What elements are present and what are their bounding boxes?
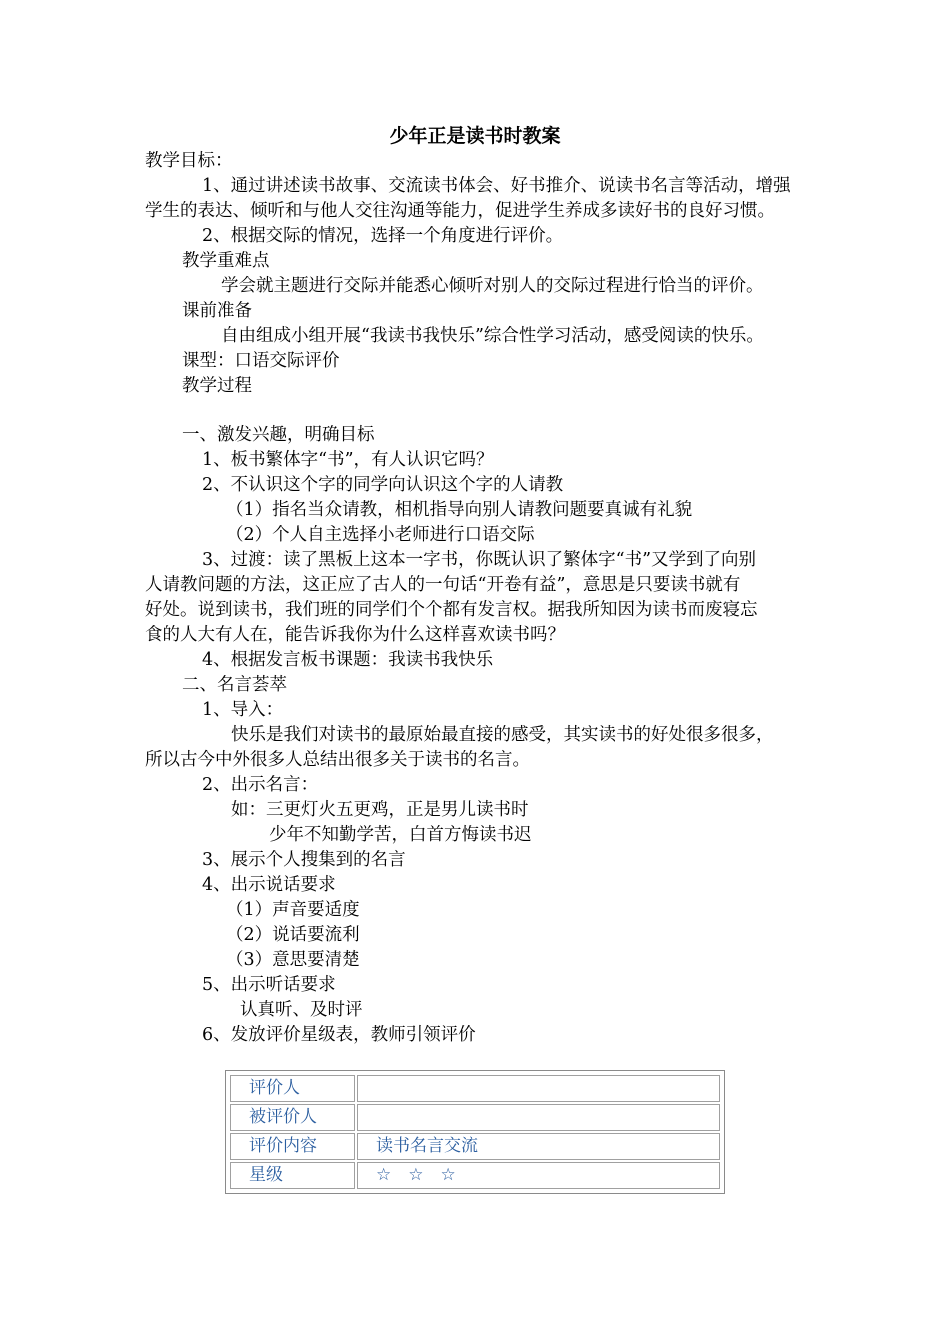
- section-heading: 教学过程: [182, 376, 252, 396]
- table-cell-label: 星级: [230, 1162, 355, 1189]
- evaluation-table: [225, 1070, 725, 1194]
- list-item: （2）个人自主选择小老师进行口语交际: [226, 525, 535, 545]
- list-item: （1）声音要适度: [226, 900, 360, 920]
- table-cell-label: 评价人: [230, 1075, 355, 1102]
- paragraph-line: 1、通过讲述读书故事、交流读书体会、好书推介、说读书名言等活动，增强: [202, 176, 791, 196]
- paragraph-line: 食的人大有人在，能告诉我你为什么这样喜欢读书吗？: [145, 625, 565, 645]
- table-cell-value: [357, 1075, 720, 1102]
- paragraph-line: 自由组成小组开展“我读书我快乐”综合性学习活动，感受阅读的快乐。: [221, 326, 764, 346]
- paragraph-line: 好处。说到读书，我们班的同学们个个都有发言权。据我所知因为读书而废寝忘: [145, 600, 758, 620]
- list-item: 1、板书繁体字“书”，有人认识它吗？: [202, 450, 494, 470]
- paragraph-line: 学会就主题进行交际并能悉心倾听对别人的交际过程进行恰当的评价。: [221, 276, 764, 296]
- list-item: 1、导入：: [202, 700, 284, 720]
- table-cell-label: 被评价人: [230, 1104, 355, 1131]
- list-item: 2、出示名言：: [202, 775, 319, 795]
- list-item: （2）说话要流利: [226, 925, 360, 945]
- section-heading: 教学目标：: [145, 151, 233, 171]
- paragraph-line: 快乐是我们对读书的最原始最直接的感受，其实读书的好处很多很多，: [231, 725, 774, 745]
- paragraph-line: 学生的表达、倾听和与他人交往沟通等能力，促进学生养成多读好书的良好习惯。: [145, 201, 775, 221]
- table-row: [230, 1133, 720, 1160]
- list-item: （3）意思要清楚: [226, 950, 360, 970]
- table-row: [230, 1162, 720, 1189]
- quote-line: 如：三更灯火五更鸡，正是男儿读书时: [231, 800, 529, 820]
- section-heading: 二、名言荟萃: [182, 675, 287, 695]
- star-rating: ☆ ☆ ☆: [357, 1162, 720, 1189]
- section-heading: 课前准备: [182, 301, 252, 321]
- paragraph-line: 课型：口语交际评价: [182, 351, 340, 371]
- section-heading: 教学重难点: [182, 251, 270, 271]
- document-title: 少年正是读书时教案: [389, 125, 561, 147]
- table-row: [230, 1075, 720, 1102]
- paragraph-line: 3、过渡：读了黑板上这本一字书，你既认识了繁体字“书”又学到了向别: [202, 550, 757, 570]
- paragraph-line: 认真听、及时评: [240, 1000, 363, 1020]
- list-item: 6、发放评价星级表，教师引领评价: [202, 1025, 476, 1045]
- list-item: 4、出示说话要求: [202, 875, 336, 895]
- table-row: [230, 1104, 720, 1131]
- list-item: 3、展示个人搜集到的名言: [202, 850, 406, 870]
- list-item: 5、出示听话要求: [202, 975, 336, 995]
- list-item: 2、不认识这个字的同学向认识这个字的人请教: [202, 475, 564, 495]
- table-cell-value: [357, 1104, 720, 1131]
- list-item: （1）指名当众请教，相机指导向别人请教问题要真诚有礼貌: [226, 500, 693, 520]
- list-item: 4、根据发言板书课题：我读书我快乐: [202, 650, 494, 670]
- table-cell-value: 读书名言交流: [357, 1133, 720, 1160]
- paragraph-line: 2、根据交际的情况，选择一个角度进行评价。: [202, 226, 564, 246]
- table-cell-label: 评价内容: [230, 1133, 355, 1160]
- section-heading: 一、激发兴趣，明确目标: [182, 425, 375, 445]
- paragraph-line: 所以古今中外很多人总结出很多关于读书的名言。: [145, 750, 530, 770]
- quote-line: 少年不知勤学苦，白首方悔读书迟: [269, 825, 532, 845]
- paragraph-line: 人请教问题的方法，这正应了古人的一句话“开卷有益”，意思是只要读书就有: [145, 575, 741, 595]
